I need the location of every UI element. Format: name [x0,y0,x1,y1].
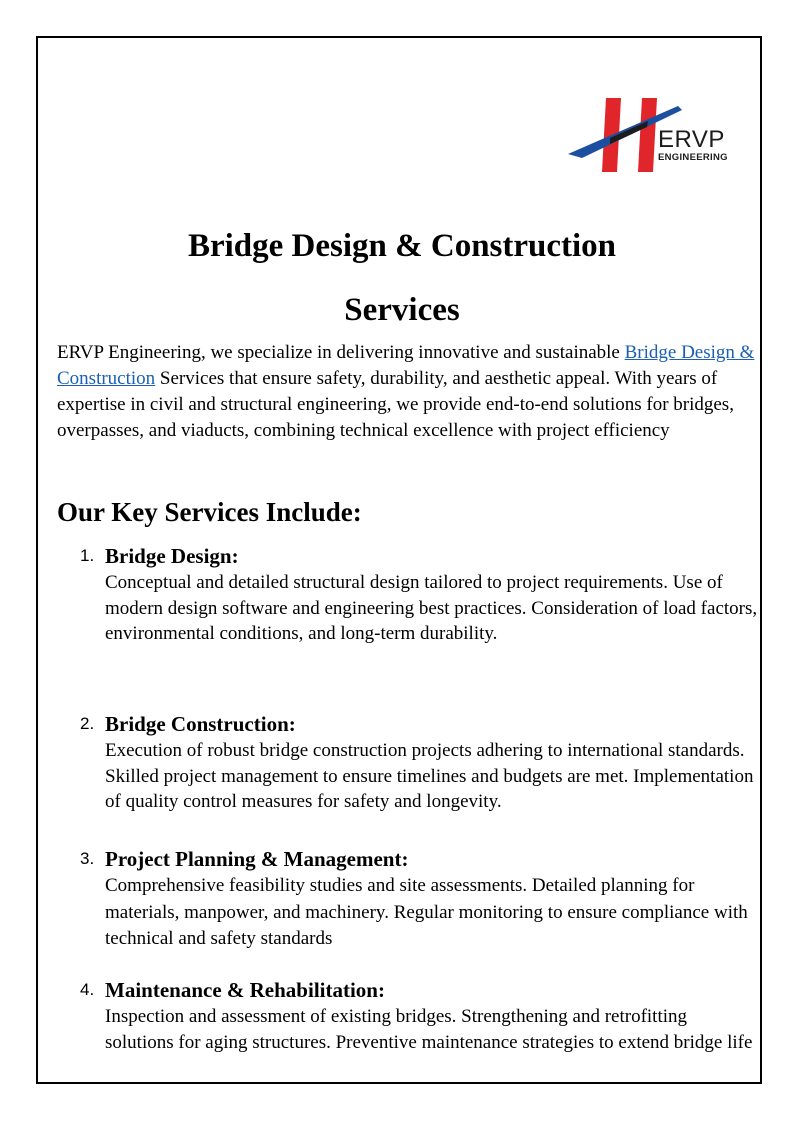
service-description: Comprehensive feasibility studies and site assessments. Detailed planning for materials, manpower, and machinery. Regular monitoring to ensure compliance with technical and safety standards [105,875,748,949]
service-title: Project Planning & Management: [105,847,409,871]
service-number: 4. [80,980,95,999]
service-number: 3. [80,849,95,868]
page-title-line-2: Services [344,292,460,328]
bridge-design-link[interactable]: Bridge Design & Construction [57,342,755,389]
logo-subtitle: ENGINEERING [658,152,728,163]
logo-wordmark [658,128,728,164]
intro-text-start: ERVP Engineering, we specialize in delivering innovative and sustainable [57,342,625,363]
service-title: Bridge Construction: [105,712,296,736]
logo-name: ERVP [658,126,725,153]
service-description: Execution of robust bridge construction projects adhering to international standards. Skilled project management to ensure timelines and budgets are met. Implementation of quality control measures for safety and longevity. [105,740,754,812]
service-description: Inspection and assessment of existing bridges. Strengthening and retrofitting solutions for aging structures. Preventive maintenance strategies to extend bridge life [105,1006,753,1053]
intro-text-end: Services that ensure safety, durability, and aesthetic appeal. With years of expertise in civil and structural engineering, we provide end-to-end solutions for bridges, overpasses, and viaducts, combining technical excellence with project efficiency [57,368,734,441]
page-title-line-1: Bridge Design & Construction [187,228,617,264]
service-description: Conceptual and detailed structural design tailored to project requirements. Use of modern design software and engineering best practices. Consideration of load factors, environmental conditions, and long-term durability. [105,572,758,644]
service-title: Bridge Design: [105,544,239,568]
intro-paragraph [57,340,761,444]
service-number: 2. [80,714,95,733]
services-heading: Our Key Services Include: [57,497,362,527]
service-title: Maintenance & Rehabilitation: [105,978,385,1002]
company-logo [566,94,736,176]
service-number: 1. [80,546,95,565]
